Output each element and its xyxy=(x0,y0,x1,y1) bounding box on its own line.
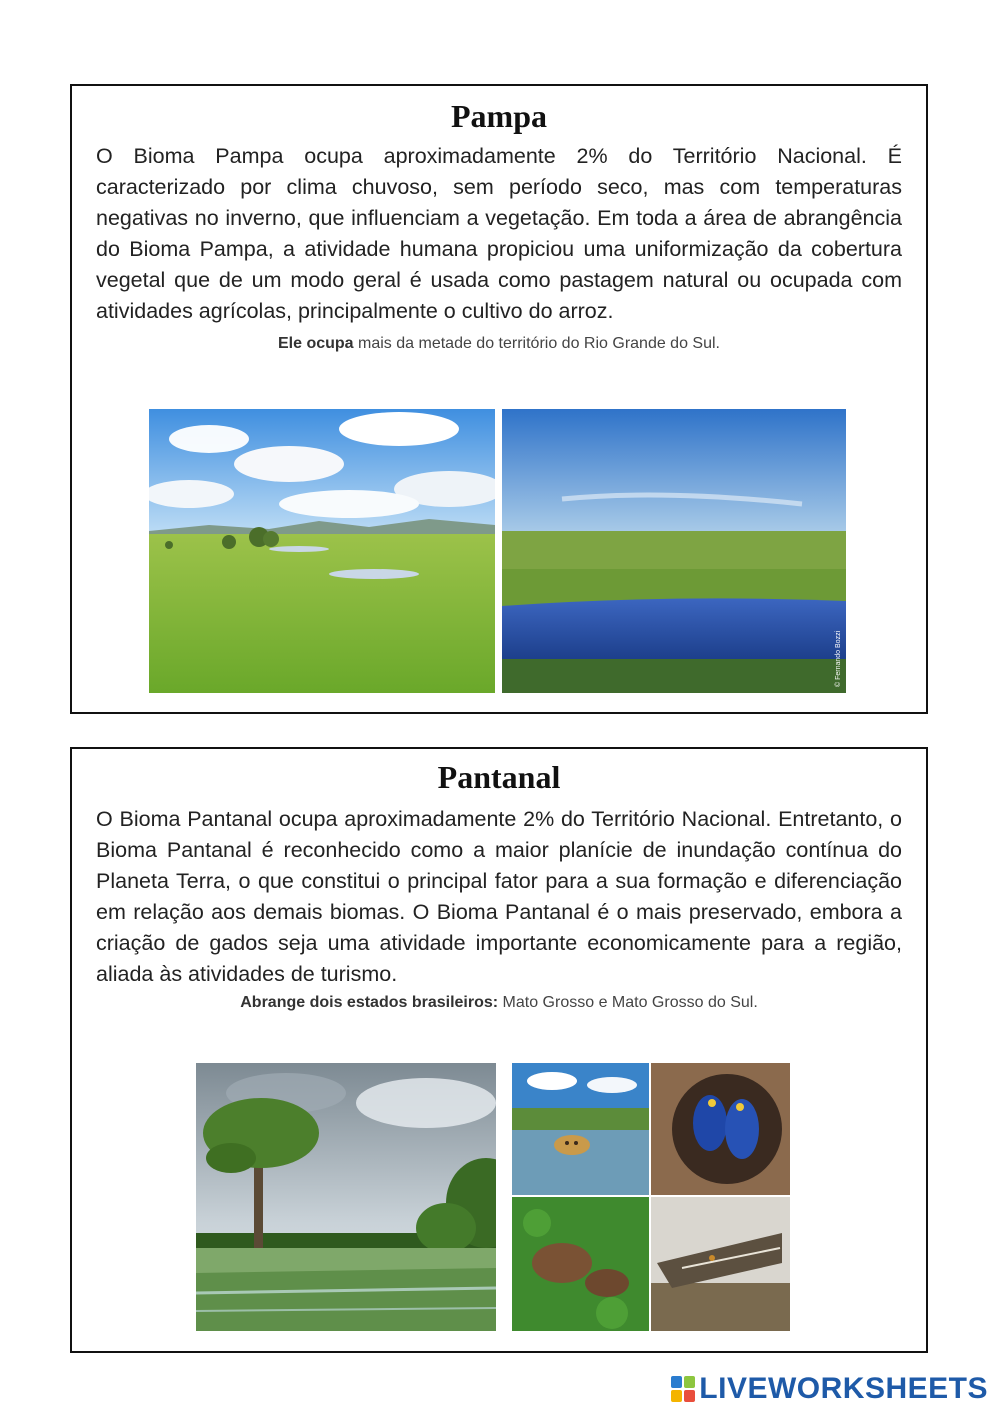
pantanal-caption-rest: Mato Grosso e Mato Grosso do Sul. xyxy=(498,994,758,1011)
pantanal-description: O Bioma Pantanal ocupa aproximadamente 2% do Território Nacional. Entretanto, o Bioma Pantanal é reconhecido como a maior planície de inundação contínua do Planeta Terra, o que constitui o principal fator para a sua formação e diferenciação em relação aos demais biomas. O Bioma Pantanal é o mais preservado, embora a criação de gados seja uma atividade importante economicamente para a região, aliada às atividades de turismo. xyxy=(96,807,902,986)
logo-icon xyxy=(671,1376,695,1402)
pampa-description: O Bioma Pampa ocupa aproximadamente 2% do Território Nacional. É caracterizado por clima chuvoso, sem período seco, mas com temperaturas negativas no inverno, que influenciam a vegetação. Em toda a área de abrangência do Bioma Pampa, a atividade humana propiciou uma uniformização da cobertura vegetal que de um modo geral é usada como pastagem natural ou ocupada com atividades agrícolas, principalmente o cultivo do arroz. xyxy=(96,144,902,323)
pantanal-card xyxy=(70,747,928,1353)
pantanal-title: Pantanal xyxy=(437,759,561,795)
pampa-photo-grassland xyxy=(149,409,495,693)
pantanal-photo-wetland-tree xyxy=(196,1063,496,1331)
pampa-title: Pampa xyxy=(451,98,547,134)
pampa-caption-rest: mais da metade do território do Rio Grande do Sul. xyxy=(353,335,720,352)
logo-text: LIVEWORKSHEETS xyxy=(699,1372,988,1405)
photo-credit: © Fernando Bozzi xyxy=(835,630,842,687)
pampa-card xyxy=(70,84,928,714)
pampa-caption-bold: Ele ocupa xyxy=(278,335,354,352)
pantanal-caption xyxy=(72,994,926,1012)
pampa-caption xyxy=(72,335,926,353)
liveworksheets-logo[interactable] xyxy=(671,1372,988,1406)
pampa-photo-river xyxy=(502,409,846,693)
pantanal-photo-wildlife-collage xyxy=(512,1063,790,1331)
pantanal-caption-bold: Abrange dois estados brasileiros: xyxy=(240,994,499,1011)
